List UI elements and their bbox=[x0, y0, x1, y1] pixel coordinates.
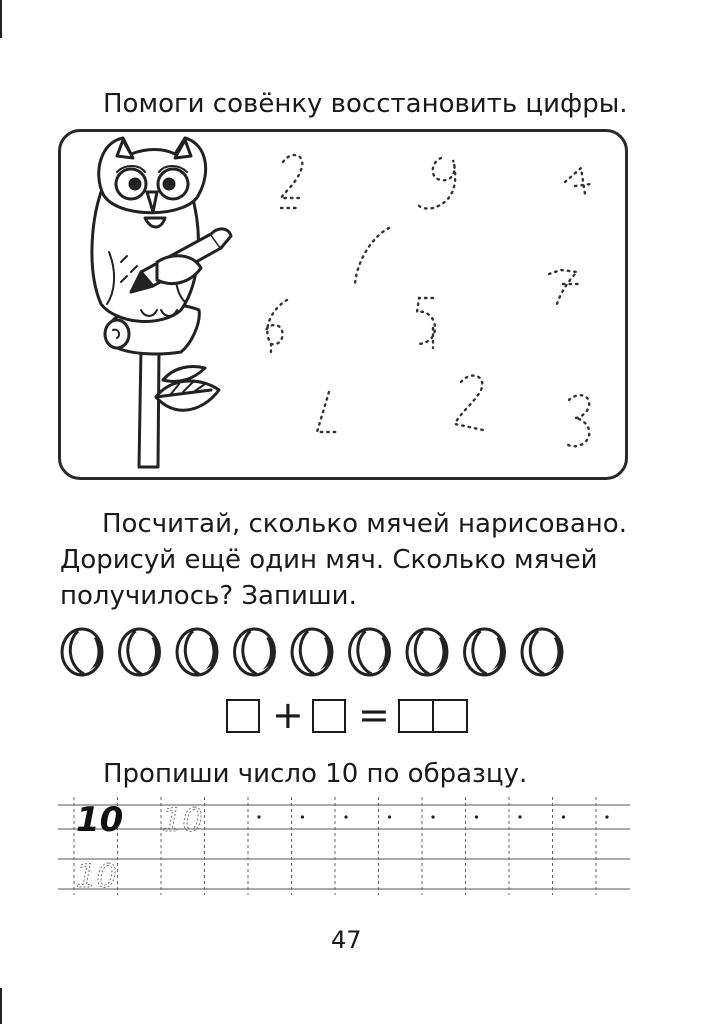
guide-dot bbox=[257, 815, 260, 818]
dotted-digit-7 bbox=[549, 270, 579, 304]
task3-instruction: Пропиши число 10 по образцу. bbox=[103, 759, 528, 789]
dotted-digit-9 bbox=[417, 158, 455, 209]
dotted-sample-number-row2: 10 bbox=[76, 857, 117, 895]
ball bbox=[177, 629, 217, 675]
dotted-digit-6-upper bbox=[355, 228, 389, 284]
copybook-grid[interactable] bbox=[58, 797, 630, 897]
guide-dot bbox=[562, 815, 565, 818]
owl-scene bbox=[61, 132, 625, 477]
dotted-digit-3 bbox=[565, 395, 589, 446]
ball bbox=[62, 629, 102, 675]
guide-dot bbox=[431, 815, 434, 818]
dotted-digits bbox=[265, 155, 591, 446]
task2-line-3: получилось? Запиши. bbox=[60, 581, 357, 611]
guide-dot bbox=[605, 815, 608, 818]
dotted-digit-2-lower bbox=[455, 376, 483, 430]
balls-row bbox=[60, 626, 570, 678]
dotted-digit-1 bbox=[565, 168, 591, 194]
guide-dot bbox=[301, 815, 304, 818]
guide-dot bbox=[344, 815, 347, 818]
dotted-digit-2 bbox=[281, 155, 303, 208]
sample-number: 10 bbox=[76, 800, 124, 840]
guide-dot bbox=[475, 815, 478, 818]
plus-sign: + bbox=[272, 693, 304, 737]
ball bbox=[522, 629, 562, 675]
owl-digits-panel bbox=[58, 129, 628, 480]
guide-dot bbox=[518, 815, 521, 818]
answer-box-ones[interactable] bbox=[432, 699, 468, 733]
ball bbox=[465, 629, 505, 675]
answer-box-tens[interactable] bbox=[398, 699, 434, 733]
ball bbox=[120, 629, 160, 675]
ball bbox=[235, 629, 275, 675]
dotted-sample-number: 10 bbox=[162, 801, 203, 839]
task1-instruction: Помоги совёнку восстановить цифры. bbox=[103, 89, 628, 119]
ball bbox=[407, 629, 447, 675]
answer-box-1[interactable] bbox=[226, 699, 260, 733]
ball bbox=[350, 629, 390, 675]
ball bbox=[292, 629, 332, 675]
answer-box-2[interactable] bbox=[312, 699, 346, 733]
page-number: 47 bbox=[331, 926, 362, 954]
task2-line-2: Дорисуй ещё один мяч. Сколько мячей bbox=[60, 545, 598, 575]
task2-line-1: Посчитай, сколько мячей нарисовано. bbox=[102, 509, 627, 539]
page-edge-mark-top bbox=[0, 0, 2, 38]
dotted-digit-6 bbox=[265, 300, 287, 354]
page-edge-mark-bottom bbox=[0, 988, 2, 1024]
equals-sign: = bbox=[358, 693, 390, 737]
dotted-digit-5 bbox=[417, 298, 435, 348]
owl-illustration bbox=[92, 138, 231, 467]
guide-dot bbox=[388, 815, 391, 818]
task2-instruction bbox=[60, 506, 640, 614]
dotted-digit-4 bbox=[317, 392, 339, 432]
